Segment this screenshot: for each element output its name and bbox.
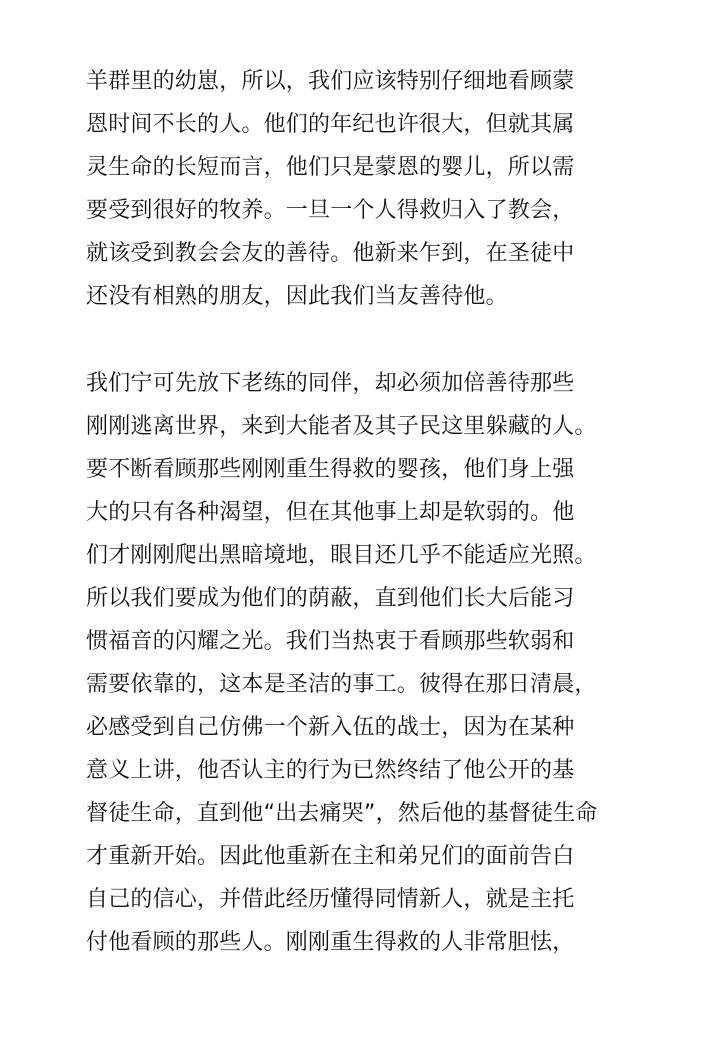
text-line: 灵生命的长短而言，他们只是蒙恩的婴儿，所以需 — [86, 155, 575, 180]
text-line: 要不断看顾那些刚刚重生得救的婴孩，他们身上强 — [86, 457, 575, 482]
text-line: 我们宁可先放下老练的同伴，却必须加倍善待那些 — [86, 371, 575, 396]
text-line: 要受到很好的牧养。一旦一个人得救归入了教会， — [86, 198, 575, 223]
paragraph-2 — [86, 362, 686, 964]
text-line: 刚刚逃离世界，来到大能者及其子民这里躲藏的人。 — [86, 414, 597, 439]
text-line: 需要依靠的，这本是圣洁的事工。彼得在那日清晨， — [86, 672, 597, 697]
text-line: 还没有相熟的朋友，因此我们当友善待他。 — [86, 284, 508, 309]
text-line: 才重新开始。因此他重新在主和弟兄们的面前告白 — [86, 844, 575, 869]
paragraph-1 — [86, 60, 686, 318]
text-line: 就该受到教会会友的善待。他新来乍到，在圣徒中 — [86, 241, 575, 266]
text-line: 恩时间不长的人。他们的年纪也许很大，但就其属 — [86, 112, 575, 137]
text-line: 大的只有各种渴望，但在其他事上却是软弱的。他 — [86, 500, 575, 525]
text-line: 惯福音的闪耀之光。我们当热衷于看顾那些软弱和 — [86, 629, 575, 654]
text-line: 督徒生命，直到他“出去痛哭”，然后他的基督徒生命 — [86, 801, 598, 826]
text-line: 羊群里的幼崽，所以，我们应该特别仔细地看顾蒙 — [86, 69, 575, 94]
text-line: 意义上讲，他否认主的行为已然终结了他公开的基 — [86, 758, 575, 783]
text-line: 付他看顾的那些人。刚刚重生得救的人非常胆怯， — [86, 930, 575, 955]
text-line: 所以我们要成为他们的荫蔽，直到他们长大后能习 — [86, 586, 575, 611]
text-line: 们才刚刚爬出黑暗境地，眼目还几乎不能适应光照。 — [86, 543, 597, 568]
text-line: 自己的信心，并借此经历懂得同情新人，就是主托 — [86, 887, 575, 912]
text-line: 必感受到自己仿佛一个新入伍的战士，因为在某种 — [86, 715, 575, 740]
